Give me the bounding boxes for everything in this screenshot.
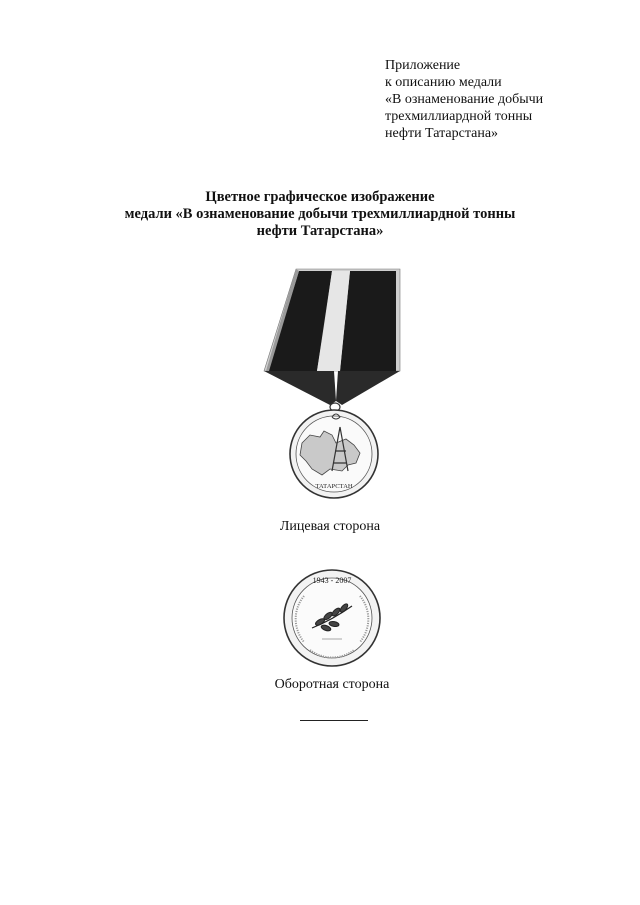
appendix-note: [385, 57, 625, 142]
appendix-line: трехмиллиардной тонны: [385, 109, 533, 124]
medal-front-image: [262, 267, 402, 499]
medal-back-years: 1943 - 2007: [312, 576, 352, 585]
title-line: нефти Татарстана»: [256, 223, 384, 239]
medal-back-image: [282, 566, 382, 670]
bottom-divider: [300, 720, 368, 721]
title-line: Цветное графическое изображение: [205, 189, 435, 205]
appendix-line: «В ознаменование добычи: [385, 92, 544, 107]
medal-front-disc: [290, 410, 378, 498]
ribbon: [264, 269, 400, 405]
medal-front-inscription: ТАТАРСТАН: [315, 483, 353, 490]
caption-front: Лицевая сторона: [279, 519, 381, 534]
caption-back: Оборотная сторона: [274, 677, 390, 692]
appendix-line: нефти Татарстана»: [385, 126, 499, 141]
title-line: медали «В ознаменование добычи трехмиллиардной тонны: [124, 206, 516, 222]
document-title: [80, 189, 560, 240]
appendix-line: к описанию медали: [385, 75, 502, 90]
appendix-line: Приложение: [385, 58, 461, 73]
